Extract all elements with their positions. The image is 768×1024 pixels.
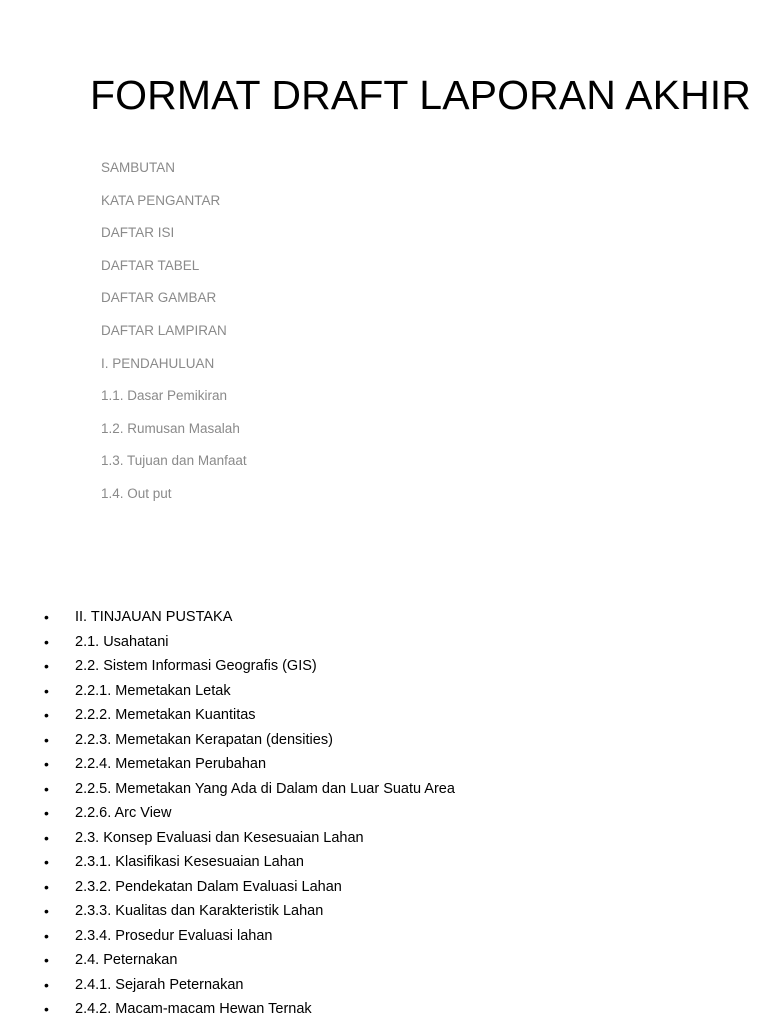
- bullet-icon: •: [44, 927, 49, 944]
- toc-item-dasar-pemikiran: 1.1. Dasar Pemikiran: [101, 388, 228, 404]
- toc-item-rumusan-masalah: 1.2. Rumusan Masalah: [101, 420, 240, 436]
- table-of-contents: [101, 159, 247, 518]
- list-item-text: 2.3.4. Prosedur Evaluasi lahan: [75, 927, 273, 944]
- list-item-text: II. TINJAUAN PUSTAKA: [75, 609, 233, 625]
- list-item-text: 2.3.1. Klasifikasi Kesesuaian Lahan: [75, 854, 304, 870]
- bullet-icon: •: [44, 805, 49, 821]
- list-item-text: 2.2.3. Memetakan Kerapatan (densities): [75, 731, 333, 748]
- toc-item-daftar-tabel: DAFTAR TABEL: [101, 257, 200, 273]
- bullet-icon: •: [44, 707, 49, 723]
- toc-item-pendahuluan: I. PENDAHULUAN: [101, 355, 215, 371]
- toc-item-kata-pengantar: KATA PENGANTAR: [101, 192, 221, 208]
- bullet-icon: •: [44, 756, 49, 772]
- bullet-icon: •: [44, 976, 49, 993]
- bullet-icon: •: [44, 609, 49, 625]
- list-item-text: 2.2.5. Memetakan Yang Ada di Dalam dan Luar Suatu Area: [75, 780, 455, 797]
- list-item-text: 2.3. Konsep Evaluasi dan Kesesuaian Lahan: [75, 829, 364, 846]
- bullet-icon: •: [44, 1001, 49, 1017]
- bullet-icon: •: [44, 829, 49, 846]
- bullet-icon: •: [44, 952, 49, 968]
- toc-item-daftar-lampiran: DAFTAR LAMPIRAN: [101, 322, 227, 338]
- list-item-text: 2.4.1. Sejarah Peternakan: [75, 976, 244, 993]
- toc-item-out-put: 1.4. Out put: [101, 485, 172, 501]
- bullet-icon: •: [44, 658, 49, 674]
- list-item-text: 2.2. Sistem Informasi Geografis (GIS): [75, 658, 317, 674]
- list-item-text: 2.4.2. Macam-macam Hewan Ternak: [75, 1001, 312, 1017]
- list-item-text: 2.2.2. Memetakan Kuantitas: [75, 707, 256, 723]
- toc-item-tujuan-dan-manfaat: 1.3. Tujuan dan Manfaat: [101, 453, 247, 469]
- bullet-icon: •: [44, 780, 49, 797]
- toc-item-daftar-gambar: DAFTAR GAMBAR: [101, 290, 217, 306]
- list-item-text: 2.2.1. Memetakan Letak: [75, 682, 231, 699]
- page-title: FORMAT DRAFT LAPORAN AKHIR: [90, 72, 751, 118]
- list-item-text: 2.2.6. Arc View: [75, 805, 172, 821]
- bullet-icon: •: [44, 633, 49, 650]
- list-item-text: 2.3.3. Kualitas dan Karakteristik Lahan: [75, 903, 324, 919]
- bullet-icon: •: [44, 682, 49, 699]
- bullet-icon: •: [44, 854, 49, 870]
- list-item-text: 2.3.2. Pendekatan Dalam Evaluasi Lahan: [75, 878, 342, 895]
- list-item-text: 2.2.4. Memetakan Perubahan: [75, 756, 267, 772]
- bullet-icon: •: [44, 878, 49, 895]
- list-item-text: 2.4. Peternakan: [75, 952, 178, 968]
- bullet-icon: •: [44, 903, 49, 919]
- toc-item-sambutan: SAMBUTAN: [101, 160, 176, 175]
- list-item-text: 2.1. Usahatani: [75, 633, 169, 650]
- toc-item-daftar-isi: DAFTAR ISI: [101, 225, 175, 241]
- bullet-icon: •: [44, 731, 49, 748]
